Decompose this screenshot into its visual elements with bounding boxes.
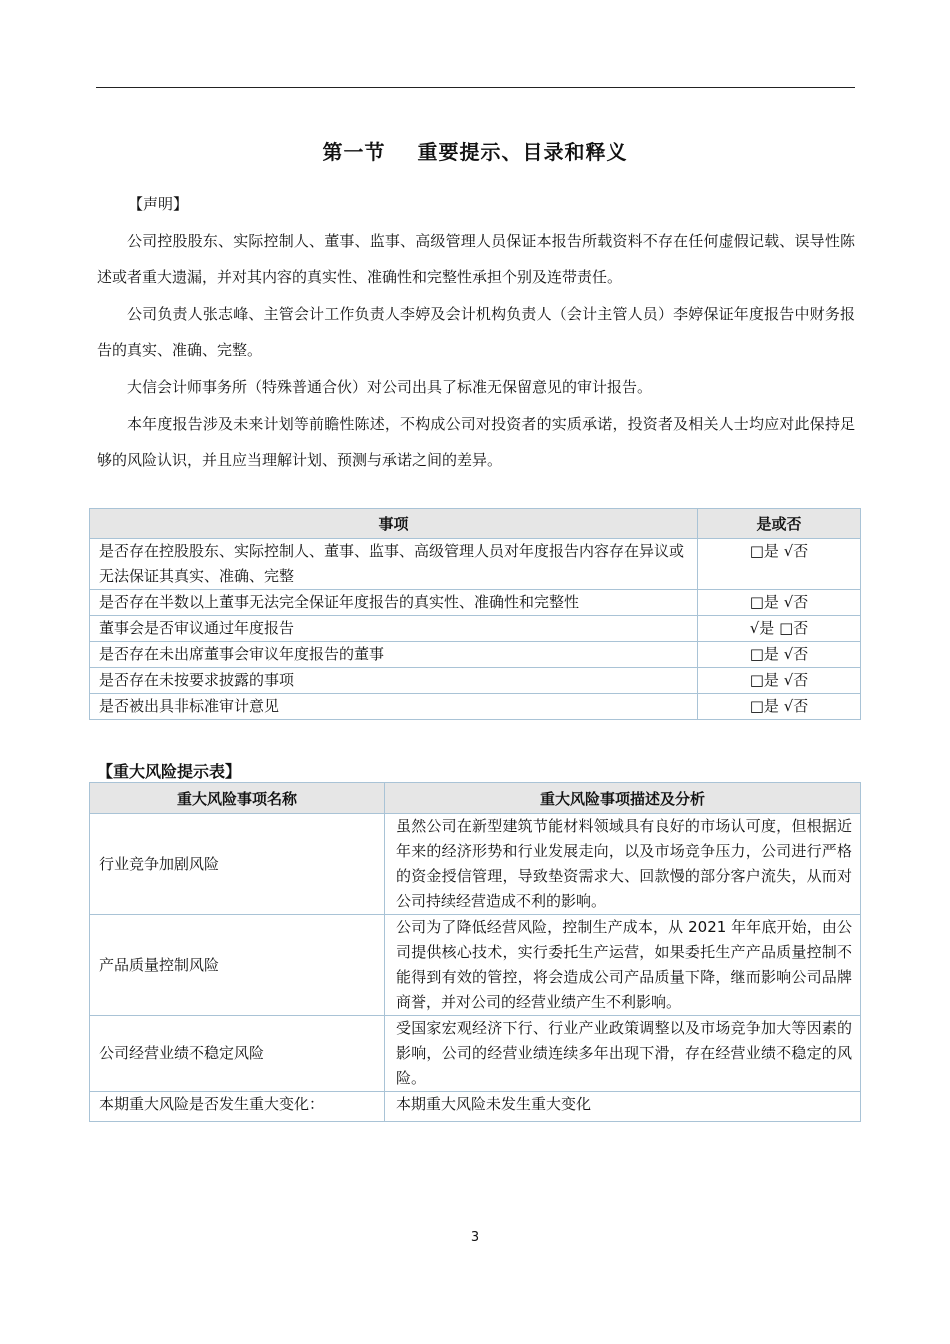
statement-paragraph: 公司负责人张志峰、主管会计工作负责人李婷及会计机构负责人（会计主管人员）李婷保证年度报告中财务报告的真实、准确、完整。: [97, 305, 855, 359]
matter-answer: □是 √否: [698, 668, 861, 694]
risk-table-heading: 【重大风险提示表】: [97, 762, 242, 781]
table-row: [90, 814, 861, 915]
table-row: [90, 539, 861, 590]
risk-description: 受国家宏观经济下行、行业产业政策调整以及市场竞争加大等因素的影响，公司的经营业绩连续多年出现下滑，存在经营业绩不稳定的风险。: [385, 1016, 861, 1092]
column-header-item: 事项: [90, 509, 698, 539]
column-header-risk-name: 重大风险事项名称: [90, 783, 385, 814]
matter-item: 是否存在未按要求披露的事项: [90, 668, 698, 694]
matter-item: 是否被出具非标准审计意见: [90, 694, 698, 720]
statement-paragraph: 本年度报告涉及未来计划等前瞻性陈述，不构成公司对投资者的实质承诺，投资者及相关人士均应对此保持足够的风险认识，并且应当理解计划、预测与承诺之间的差异。: [97, 415, 855, 469]
risk-name: 行业竞争加剧风险: [90, 814, 385, 915]
table-row: [90, 590, 861, 616]
header-rule: [96, 87, 855, 88]
statement-paragraph: 公司控股股东、实际控制人、董事、监事、高级管理人员保证本报告所载资料不存在任何虚假记载、误导性陈述或者重大遗漏，并对其内容的真实性、准确性和完整性承担个别及连带责任。: [97, 232, 855, 286]
table-header-row: [90, 509, 861, 539]
column-header-risk-desc: 重大风险事项描述及分析: [385, 783, 861, 814]
page-number: 3: [470, 1230, 480, 1245]
matter-answer: □是 √否: [698, 539, 861, 590]
statement-paragraph: 大信会计师事务所（特殊普通合伙）对公司出具了标准无保留意见的审计报告。: [127, 378, 653, 396]
risk-description: 虽然公司在新型建筑节能材料领域具有良好的市场认可度，但根据近年来的经济形势和行业发展走向，以及市场竞争压力，公司进行严格的资金授信管理，导致垫资需求大、回款慢的部分客户流失，从而对公司持续经营造成不利的影响。: [385, 814, 861, 915]
section-title: 第一节 重要提示、目录和释义: [322, 140, 628, 164]
table-row: [90, 1092, 861, 1122]
column-header-answer: 是或否: [698, 509, 861, 539]
table-row: [90, 616, 861, 642]
table-row: [90, 1016, 861, 1092]
matter-item: 董事会是否审议通过年度报告: [90, 616, 698, 642]
table-row: [90, 668, 861, 694]
risk-name: 产品质量控制风险: [90, 915, 385, 1016]
matter-answer: □是 √否: [698, 642, 861, 668]
risk-change-answer: 本期重大风险未发生重大变化: [385, 1092, 861, 1122]
risk-name: 公司经营业绩不稳定风险: [90, 1016, 385, 1092]
table-row: [90, 694, 861, 720]
matter-answer: □是 √否: [698, 590, 861, 616]
table-row: [90, 915, 861, 1016]
table-row: [90, 642, 861, 668]
table-header-row: [90, 783, 861, 814]
matter-item: 是否存在未出席董事会审议年度报告的董事: [90, 642, 698, 668]
matters-table: [89, 508, 861, 720]
matter-answer: □是 √否: [698, 694, 861, 720]
risk-table: [89, 782, 861, 1122]
risk-description: 公司为了降低经营风险，控制生产成本，从 2021 年年底开始，由公司提供核心技术，实行委托生产运营，如果委托生产产品质量控制不能得到有效的管控，将会造成公司产品质量下降，继而影响公司品牌商誉，并对公司的经营业绩产生不利影响。: [385, 915, 861, 1016]
risk-change-question: 本期重大风险是否发生重大变化：: [90, 1092, 385, 1122]
matter-answer: √是 □否: [698, 616, 861, 642]
matter-item: 是否存在半数以上董事无法完全保证年度报告的真实性、准确性和完整性: [90, 590, 698, 616]
statement-label: 【声明】: [128, 195, 189, 213]
matter-item: 是否存在控股股东、实际控制人、董事、监事、高级管理人员对年度报告内容存在异议或无法保证其真实、准确、完整: [90, 539, 698, 590]
